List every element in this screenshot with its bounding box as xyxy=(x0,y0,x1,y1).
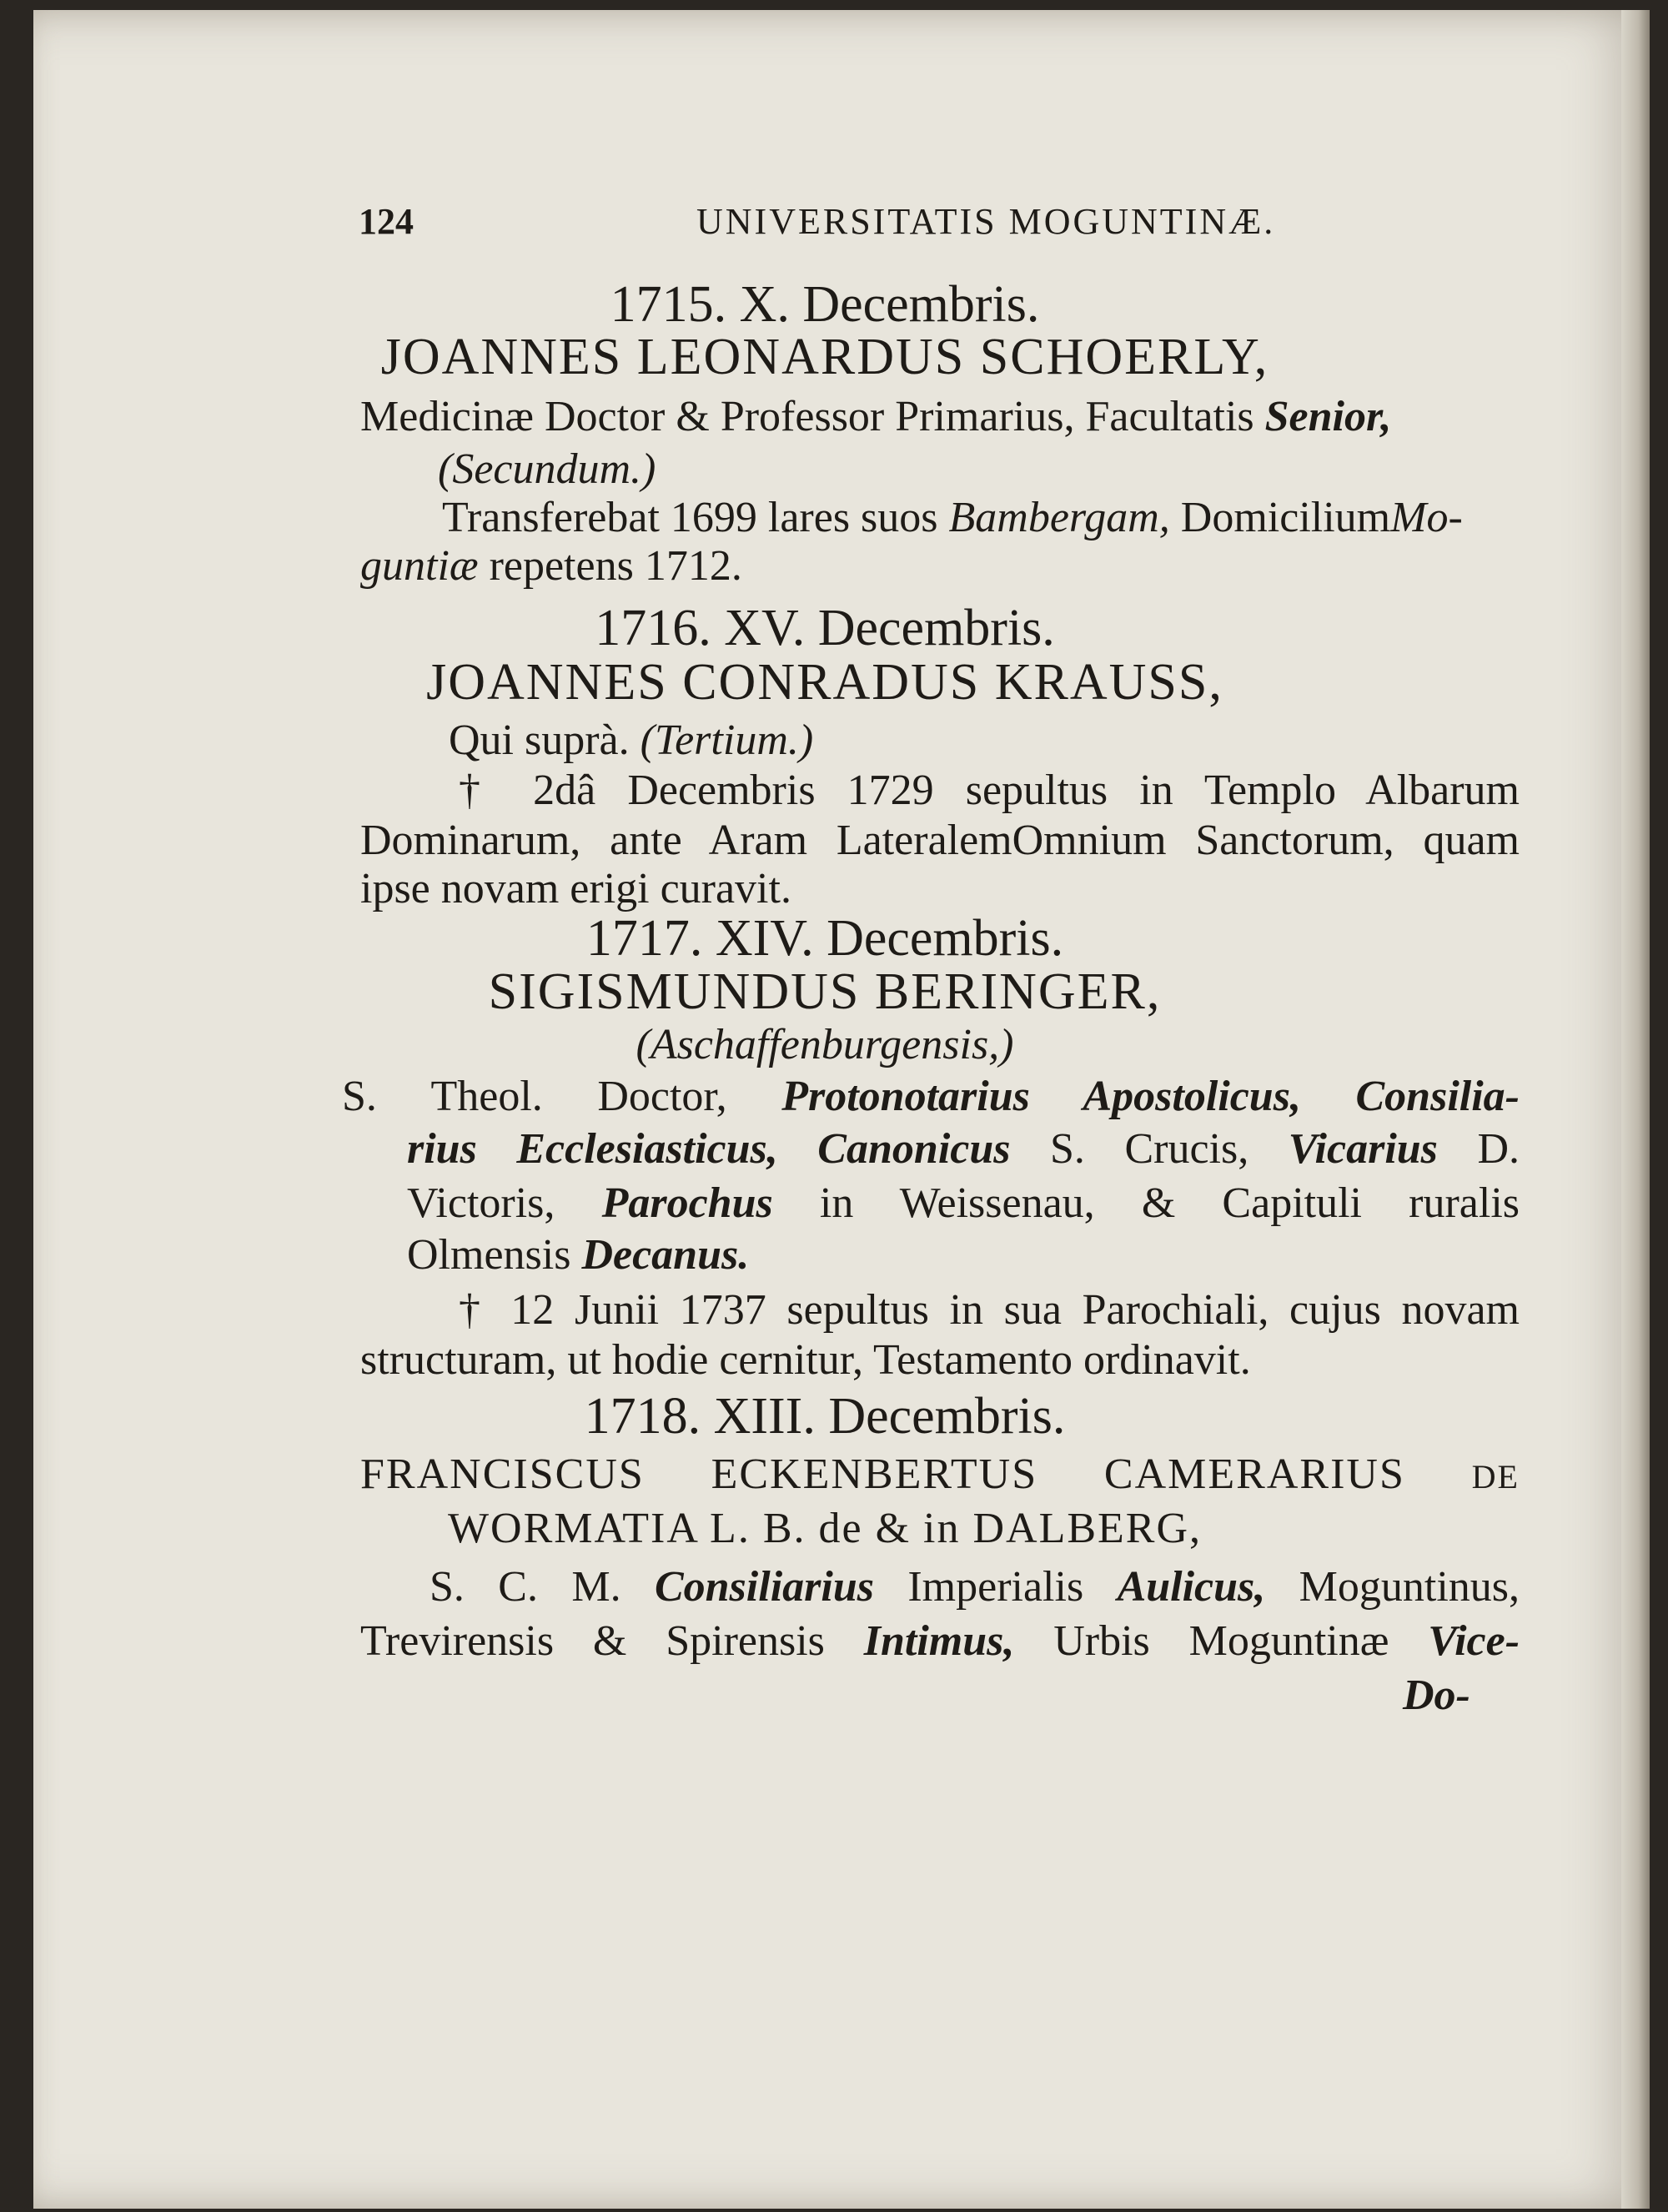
entry-1715-title: Medicinæ Doctor & Professor Primarius, Facultatis Senior, xyxy=(360,393,1392,440)
entry-1716-title: Qui suprà. (Tertium.) xyxy=(449,716,814,764)
entry-1717-title-line2: rius Ecclesiasticus, Canonicus S. Crucis, Vicarius D. xyxy=(407,1125,1520,1173)
entry-1716-date: 1716. XV. Decembris. xyxy=(595,600,1055,656)
entry-1717-title-line4: Olmensis Decanus. xyxy=(407,1231,750,1279)
page-number: 124 xyxy=(359,201,414,242)
entry-1715-name: JOANNES LEONARDUS SCHOERLY, xyxy=(380,329,1269,385)
entry-1718-date: 1718. XIII. Decembris. xyxy=(584,1388,1066,1445)
entry-1717-death-line2: structuram, ut hodie cernitur, Testamento ordinavit. xyxy=(360,1336,1251,1384)
entry-1717-date: 1717. XIV. Decembris. xyxy=(585,910,1064,967)
running-title: UNIVERSITATIS MOGUNTINÆ. xyxy=(696,201,1276,242)
entry-1715-ordinal: (Secundum.) xyxy=(438,445,656,493)
entry-1718-title-line2: Trevirensis & Spirensis Intimus, Urbis Moguntinæ Vice- xyxy=(360,1617,1520,1665)
entry-1717-death-line1: † 12 Junii 1737 sepultus in sua Parochiali, cujus novam xyxy=(459,1286,1520,1334)
entry-1717-title-line3: Victoris, Parochus in Weissenau, & Capituli ruralis xyxy=(407,1179,1520,1227)
entry-1716-death-line2: Dominarum, ante Aram LateralemOmnium Sanctorum, quam xyxy=(360,817,1520,864)
entry-1717-title-line1: S. Theol. Doctor, Protonotarius Apostolicus, Consilia- xyxy=(342,1073,1520,1120)
entry-1715-note-line2: guntiæ repetens 1712. xyxy=(360,542,742,590)
entry-1717-origin: (Aschaffenburgensis,) xyxy=(636,1021,1014,1068)
book-page xyxy=(33,10,1650,2209)
entry-1718-title-line1: S. C. M. Consiliarius Imperialis Aulicus, Moguntinus, xyxy=(430,1563,1520,1611)
entry-1715-date: 1715. X. Decembris. xyxy=(610,276,1040,333)
entry-1718-catchword: Do- xyxy=(1403,1672,1470,1719)
entry-1718-name-line2: WORMATIA L. B. de & in DALBERG, xyxy=(447,1505,1203,1552)
page-header xyxy=(359,200,1526,250)
entry-1716-name: JOANNES CONRADUS KRAUSS, xyxy=(426,654,1223,711)
entry-1718-name-line1: FRANCISCUS ECKENBERTUS CAMERARIUS DE xyxy=(360,1450,1520,1498)
entry-1716-death-line1: † 2dâ Decembris 1729 sepultus in Templo Albarum xyxy=(459,767,1520,814)
entry-1715-note-line1: Transferebat 1699 lares suos Bambergam, DomiciliumMo- xyxy=(442,494,1463,541)
entry-1717-name: SIGISMUNDUS BERINGER, xyxy=(488,963,1162,1020)
entry-1716-death-line3: ipse novam erigi curavit. xyxy=(360,865,791,912)
